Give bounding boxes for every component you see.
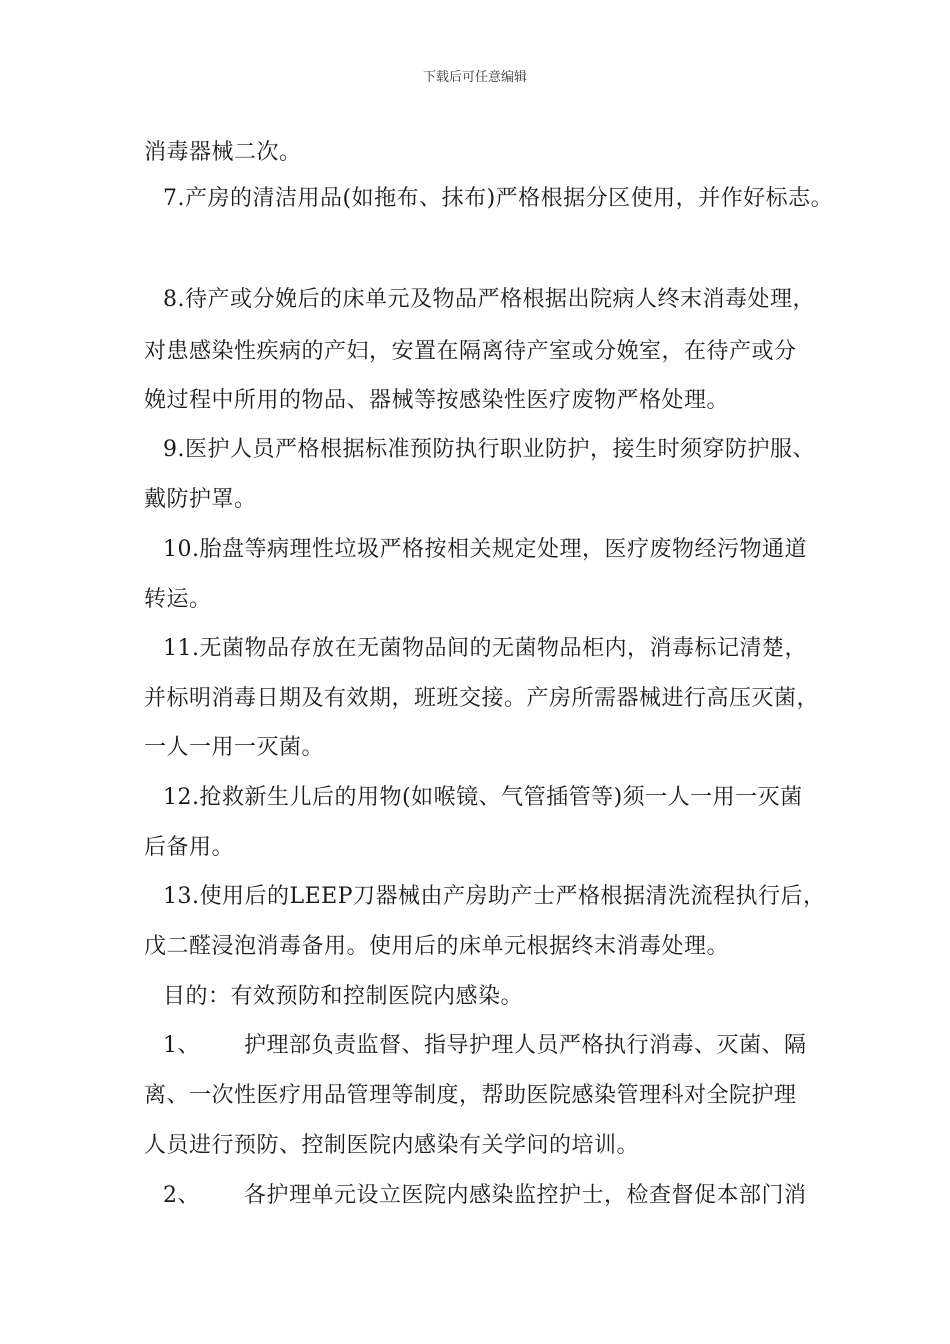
text-line: 并标明消毒日期及有效期，班班交接。产房所需器械进行高压灭菌， bbox=[144, 686, 820, 711]
list-number: 2、 bbox=[163, 1183, 200, 1208]
text-line: 后备用。 bbox=[144, 835, 235, 860]
list-number: 1、 bbox=[163, 1033, 200, 1058]
page-header: 下载后可任意编辑 bbox=[422, 70, 527, 85]
text-line: 7.产房的清洁用品(如拖布、抹布)严格根据分区使用，并作好标志。 bbox=[163, 186, 834, 211]
text-line: 11.无菌物品存放在无菌物品间的无菌物品柜内，消毒标记清楚， bbox=[163, 636, 807, 661]
text-line: 目的：有效预防和控制医院内感染。 bbox=[163, 984, 524, 1009]
text-line: 对患感染性疾病的产妇，安置在隔离待产室或分娩室，在待产或分 bbox=[144, 339, 797, 364]
text-line: 戴防护罩。 bbox=[144, 487, 257, 512]
text-line: 转运。 bbox=[144, 587, 212, 612]
text-line: 8.待产或分娩后的床单元及物品严格根据出院病人终末消毒处理， bbox=[163, 287, 815, 312]
text-line: 娩过程中所用的物品、器械等按感染性医疗废物严格处理。 bbox=[144, 388, 730, 413]
text-line: 9.医护人员严格根据标准预防执行职业防护，接生时须穿防护服、 bbox=[163, 437, 815, 462]
text-line: 一人一用一灭菌。 bbox=[144, 735, 325, 760]
text-line: 各护理单元设立医院内感染监控护士，检查督促本部门消 bbox=[244, 1183, 807, 1208]
text-line: 护理部负责监督、指导护理人员严格执行消毒、灭菌、隔 bbox=[244, 1033, 807, 1058]
text-line: 人员进行预防、控制医院内感染有关学问的培训。 bbox=[144, 1133, 640, 1158]
text-line: 离、一次性医疗用品管理等制度，帮助医院感染管理科对全院护理 bbox=[144, 1083, 797, 1108]
text-line: 13.使用后的LEEP刀器械由产房助产士严格根据清洗流程执行后， bbox=[163, 884, 826, 909]
text-line: 12.抢救新生儿后的用物(如喉镜、气管插管等)须一人一用一灭菌 bbox=[163, 785, 803, 810]
text-line: 戊二醛浸泡消毒备用。使用后的床单元根据终末消毒处理。 bbox=[144, 934, 730, 959]
text-line: 10.胎盘等病理性垃圾严格按相关规定处理，医疗废物经污物通道 bbox=[163, 537, 807, 562]
text-line: 消毒器械二次。 bbox=[144, 140, 302, 165]
